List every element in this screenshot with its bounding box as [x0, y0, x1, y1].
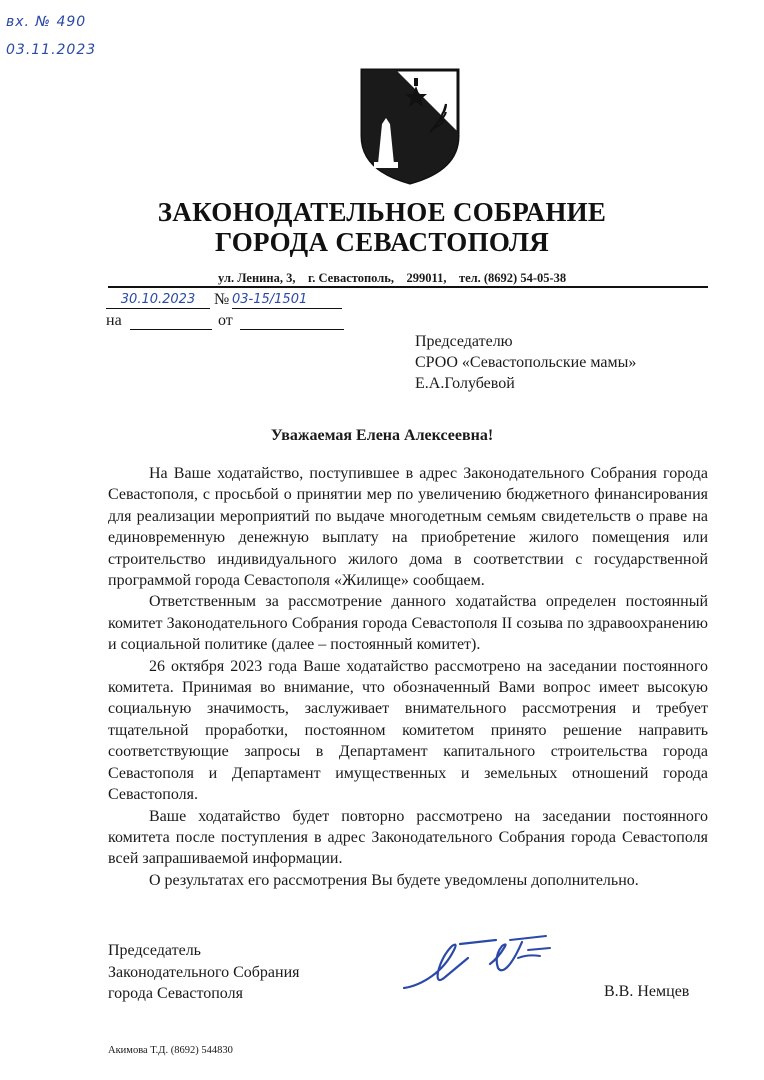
organization-address: ул. Ленина, 3, г. Севастополь, 299011, тел. (8692) 54-05-38 [218, 271, 567, 285]
organization-title-line-2: ГОРОДА СЕВАСТОПОЛЯ [214, 227, 550, 257]
reference-na-blank [130, 329, 212, 330]
executor-contact: Акимова Т.Д. (8692) 544830 [108, 1045, 233, 1056]
outgoing-number-sign: № [214, 291, 230, 308]
body-paragraph: О результатах его рассмотрения Вы будете уведомлены дополнительно. [149, 871, 639, 889]
reference-ot-label: от [218, 312, 233, 329]
signatory-position-line-2: Законодательного Собрания [108, 963, 300, 981]
signatory-position-line-3: города Севастополя [108, 985, 243, 1002]
body-paragraph: Ответственным за рассмотрение данного ходатайства определен постоянный комитет Законодательного Собрания города Севастополя II созыва по здравоохранению и социальной политике (далее – постоянный комитет). [108, 593, 708, 654]
outgoing-number: 03-15/1501 [232, 292, 342, 309]
body-paragraph: На Ваше ходатайство, поступившее в адрес Законодательного Собрания города Севастополя, с просьбой о принятии мер по увеличению бюджетного финансирования для реализации мероприятий по выдаче многодетным семьям свидетельств о праве на единовременную денежную выплату на приобретение жилого помещения или строительство индивидуального жилого дома в соответствии с государственной программой города Севастополя «Жилище» сообщаем. [108, 465, 708, 590]
incoming-registration-date: 03.11.2023 [6, 42, 97, 58]
sevastopol-coat-of-arms-icon [358, 66, 462, 186]
reference-ot-blank [240, 329, 344, 330]
signatory-block [108, 940, 300, 1005]
recipient-position: Председателю [415, 333, 513, 350]
body-paragraph: 26 октября 2023 года Ваше ходатайство рассмотрено на заседании постоянного комитета. Принимая во внимание, что обозначенный Вами вопрос имеет высокую социальную значимость, заслуживает внимательного рассмотрения и требует тщательной проработки, постоянном комитетом принято решение направить соответствующие запросы в Департамент капитального строительства города Севастополя и Департамент имущественных и земельных отношений города Севастополя. [108, 657, 708, 804]
salutation: Уважаемая Елена Алексеевна! [270, 427, 494, 444]
handwritten-signature-icon [398, 928, 558, 1000]
outgoing-date: 30.10.2023 [106, 292, 210, 309]
reference-na-label: на [106, 312, 122, 329]
recipient-block [415, 331, 636, 394]
recipient-name: Е.А.Голубевой [415, 375, 515, 392]
letter-body [108, 463, 708, 891]
outgoing-registration [106, 292, 346, 314]
signer-name: В.В. Немцев [604, 983, 690, 1000]
header-divider [108, 286, 708, 288]
organization-title-line-1: ЗАКОНОДАТЕЛЬНОЕ СОБРАНИЕ [157, 197, 607, 227]
recipient-organization: СРОО «Севастопольские мамы» [415, 354, 637, 371]
incoming-registration-number: вх. № 490 [6, 14, 87, 30]
signatory-position-line-1: Председатель [108, 942, 201, 959]
body-paragraph: Ваше ходатайство будет повторно рассмотрено на заседании постоянного комитета после поступления в адрес Законодательного Собрания города Севастополя всей запрашиваемой информации. [108, 807, 708, 868]
